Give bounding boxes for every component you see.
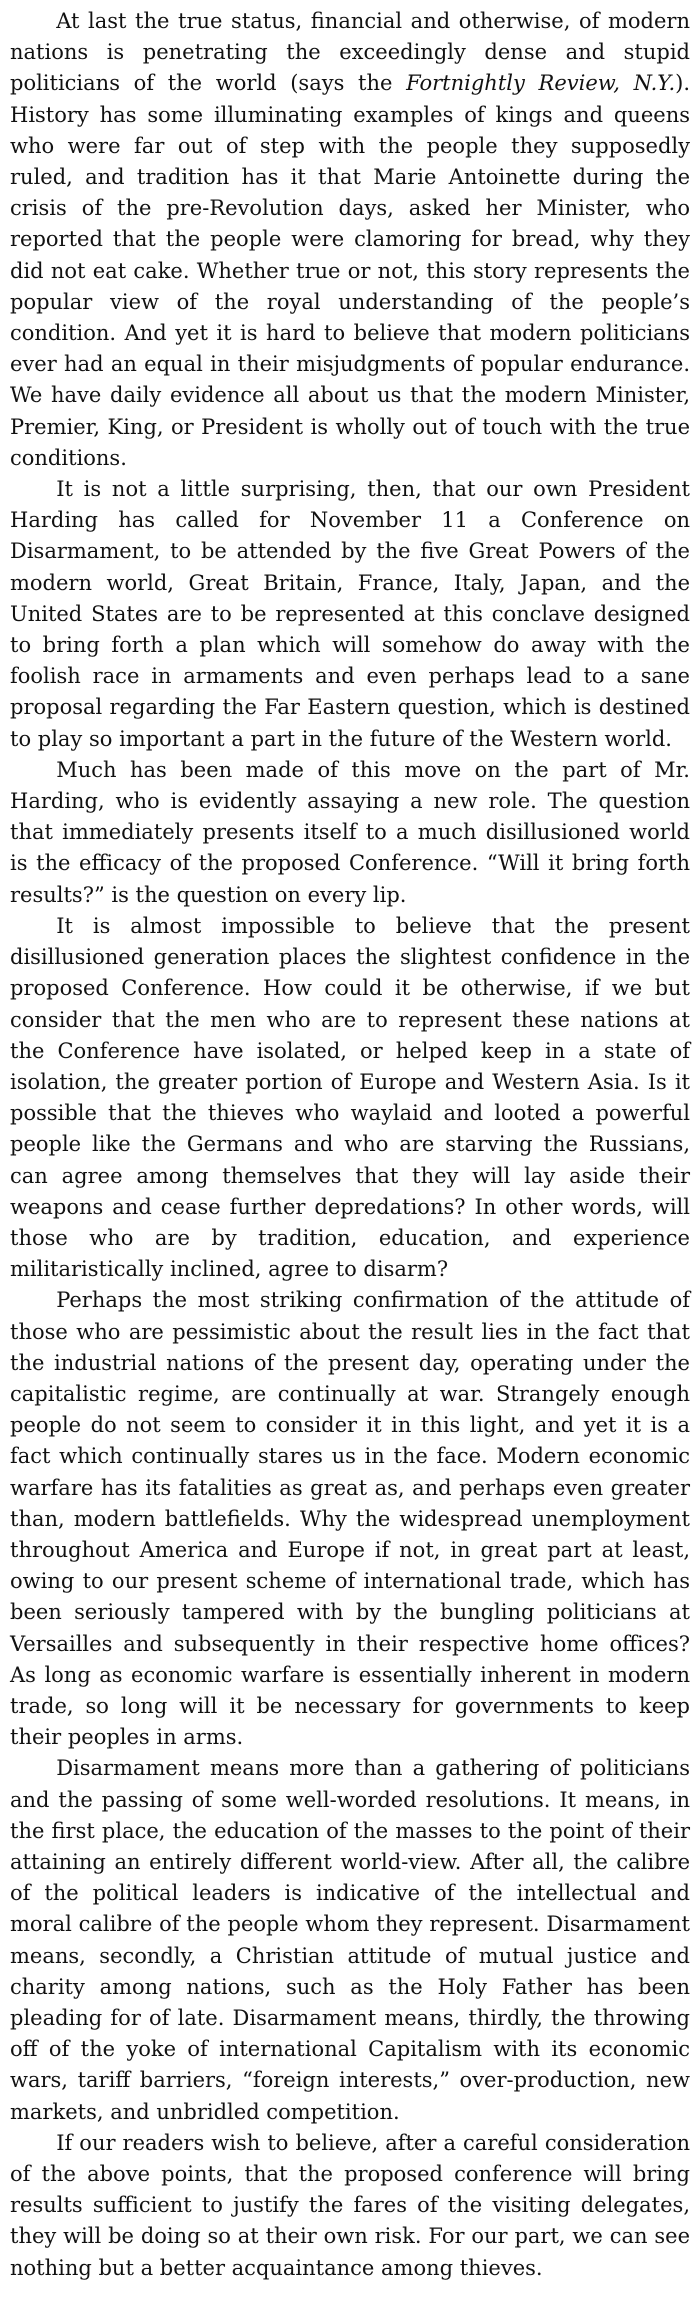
paragraph-7: If our readers wish to believe, after a careful consideration of the above points, that the proposed conference will bring results sufficient to justify the fares of the visiting delegates, they will be doing so at their own risk. For our part, we can see nothing but a better acquaintance among thieves.: [10, 2130, 690, 2280]
paragraph-3: Much has been made of this move on the part of Mr. Harding, who is evidently assaying a new role. The question that immediately presents itself to a much disillusioned world is the efficacy of the proposed Conference. “Will it bring forth results?” is the question on every lip.: [10, 757, 690, 907]
paragraph-5: Perhaps the most striking confirmation of the attitude of those who are pessimistic about the result lies in the fact that the industrial nations of the present day, operating under the capitalistic regime, are continually at war. Strangely enough people do not seem to consider it in this light, and yet it is a fact which continually stares us in the face. Modern economic warfare has its fatalities as great as, and perhaps even greater than, modern battlefields. Why the widespread unemployment throughout America and Europe if not, in great part at least, owing to our present scheme of international trade, which has been seriously tampered with by the bungling politicians at Versailles and subsequently in their respective home offices? As long as economic warfare is essentially inherent in modern trade, so long will it be necessary for governments to keep their peoples in arms.: [10, 1288, 690, 1750]
source-citation: Fortnightly Review, N.Y.: [406, 71, 676, 96]
paragraph-4: It is almost impossible to believe that the present disillusioned generation places the slightest confidence in the proposed Conference. How could it be otherwise, if we but consider that the men who are to represent these nations at the Conference have isolated, or helped keep in a state of isolation, the greater portion of Europe and Western Asia. Is it possible that the thieves who waylaid and looted a powerful people like the Germans and who are starving the Russians, can agree among themselves that they will lay aside their weapons and cease further depredations? In other words, will those who are by tradition, education, and experience militaristically inclined, agree to disarm?: [10, 913, 690, 1282]
paragraph-2: It is not a little surprising, then, that our own President Harding has called for November 11 a Conference on Disarmament, to be attended by the five Great Powers of the modern world, Great Britain, France, Italy, Japan, and the United States are to be represented at this conclave designed to bring forth a plan which will somehow do away with the foolish race in armaments and even perhaps lead to a sane proposal regarding the Far Eastern question, which is destined to play so important a part in the future of the Western world.: [10, 477, 690, 751]
paragraph-1-lead: At last the true status, financial and otherwise, of modern nations is penetrating the exceedingly dense and stupid politicians of the world (says the: [10, 9, 690, 96]
paragraph-1-rest: ). History has some illuminating examples of kings and queens who were far out of step with the people they supposedly ruled, and tradition has it that Marie Antoinette during the crisis of the pre-Revolution days, asked her Minister, who reported that the people were clamoring for bread, why they did not eat cake. Whether true or not, this story represents the popular view of the royal understanding of the people’s condition. And yet it is hard to believe that modern politicians ever had an equal in their misjudgments of popular endurance. We have daily evidence all about us that the modern Minister, Premier, King, or President is wholly out of touch with the true conditions.: [10, 71, 690, 470]
paragraph-1: [10, 6, 690, 474]
paragraph-6: Disarmament means more than a gathering of politicians and the passing of some well-worded resolutions. It means, in the first place, the education of the masses to the point of their attaining an entirely different world-view. After all, the calibre of the political leaders is indicative of the intellectual and moral calibre of the people whom they represent. Disarmament means, secondly, a Christian attitude of mutual justice and charity among nations, such as the Holy Father has been pleading for of late. Disarmament means, thirdly, the throwing off of the yoke of international Capitalism with its economic wars, tariff barriers, “foreign interests,” over-production, new markets, and unbridled competition.: [10, 1756, 690, 2124]
